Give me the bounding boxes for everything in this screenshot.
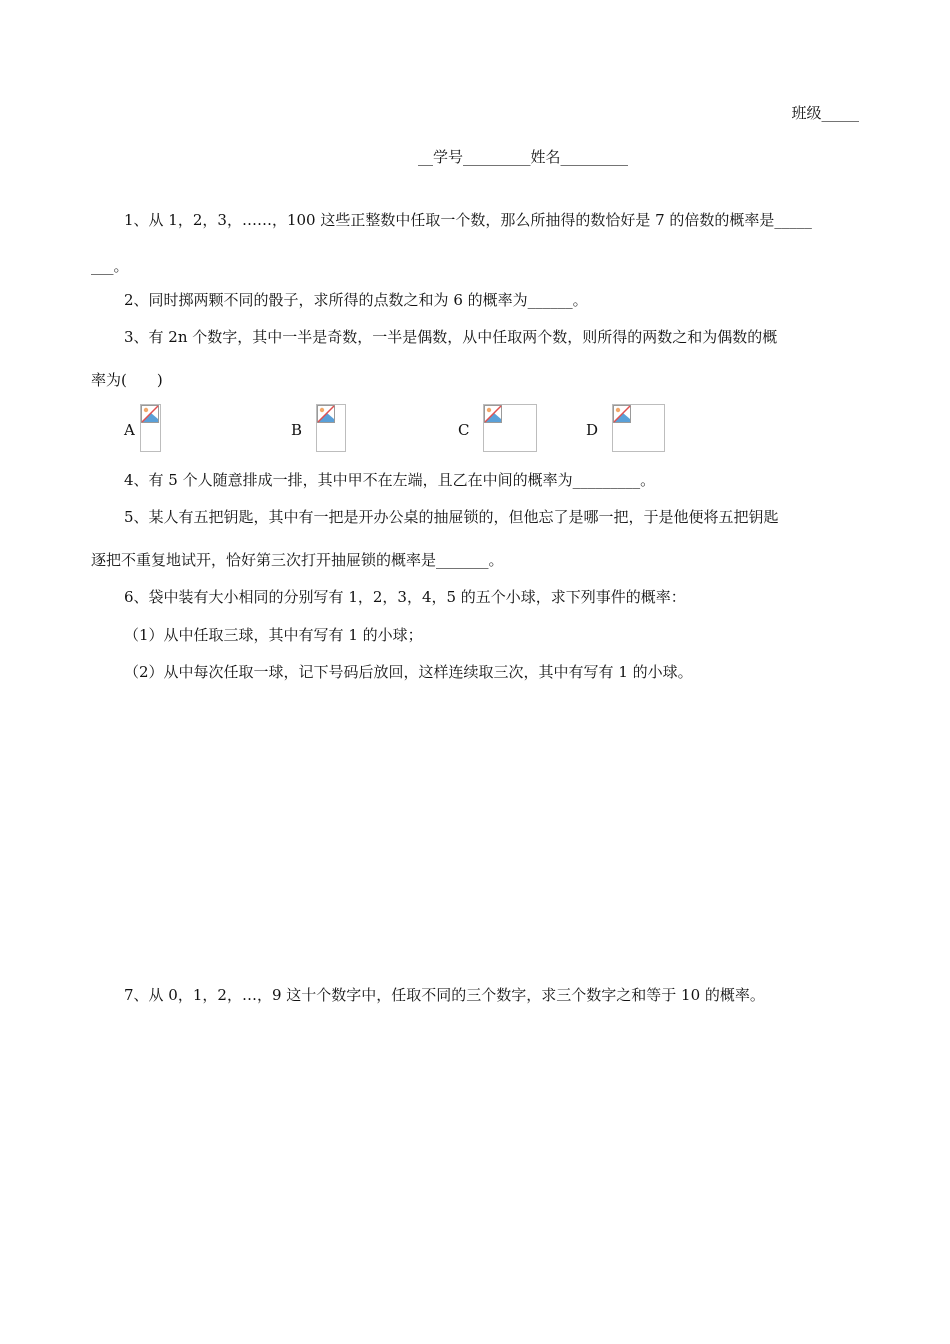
broken-image-icon	[613, 405, 631, 423]
question-6-part-1: （1）从中任取三球，其中有写有 1 的小球；	[124, 626, 423, 644]
broken-image-icon	[484, 405, 502, 423]
question-3: 3、有 2n 个数字，其中一半是奇数，一半是偶数，从中任取两个数，则所得的两数之和为偶数的概	[124, 328, 778, 346]
broken-image-icon	[141, 405, 159, 423]
option-c-label: C	[458, 421, 470, 439]
option-b-label: B	[291, 421, 303, 439]
question-6-part-2: （2）从中每次任取一球，记下号码后放回，这样连续取三次，其中有写有 1 的小球。	[124, 663, 693, 681]
option-b-image	[316, 404, 346, 452]
question-1: 1、从 1，2，3，……，100 这些正整数中任取一个数，那么所抽得的数恰好是 7 的倍数的概率是_____	[124, 211, 812, 229]
question-7: 7、从 0，1，2，…，9 这十个数字中，任取不同的三个数字，求三个数字之和等于 10 的概率。	[124, 986, 765, 1004]
question-5: 5、某人有五把钥匙，其中有一把是开办公桌的抽屉锁的，但他忘了是哪一把，于是他便将五把钥匙	[124, 508, 779, 526]
option-a-label: A	[124, 421, 135, 439]
student-id-name-field: __学号_________姓名_________	[418, 148, 629, 166]
broken-image-icon	[317, 405, 335, 423]
question-6: 6、袋中装有大小相同的分别写有 1，2，3，4，5 的五个小球，求下列事件的概率：	[124, 588, 686, 606]
question-3-continued: 率为( )	[91, 371, 163, 389]
option-d-image	[612, 404, 665, 452]
option-a-image	[140, 404, 161, 452]
question-4: 4、有 5 个人随意排成一排，其中甲不在左端，且乙在中间的概率为_________。	[124, 471, 656, 489]
option-c-image	[483, 404, 537, 452]
class-field: 班级_____	[791, 104, 859, 122]
question-1-continued: ___。	[91, 257, 129, 275]
question-2: 2、同时掷两颗不同的骰子，求所得的点数之和为 6 的概率为______。	[124, 291, 588, 309]
option-d-label: D	[586, 421, 599, 439]
question-5-continued: 逐把不重复地试开，恰好第三次打开抽屉锁的概率是_______。	[91, 551, 504, 569]
